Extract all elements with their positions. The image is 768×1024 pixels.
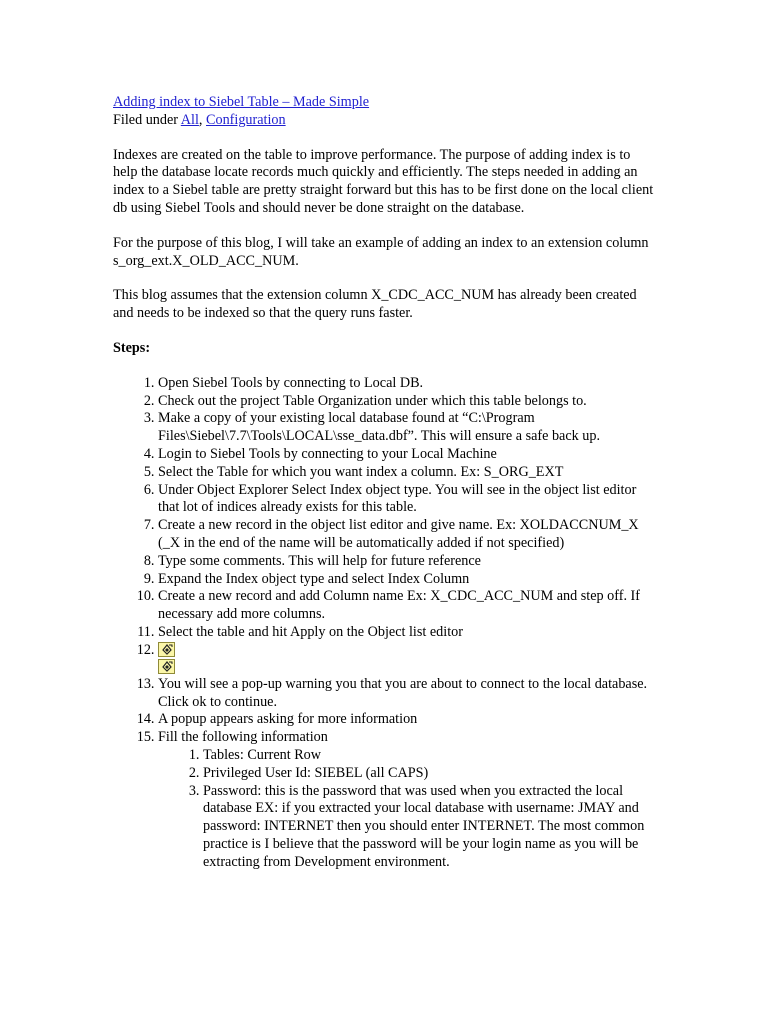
filed-under-line [113,112,658,130]
intro-paragraph: Indexes are created on the table to improve performance. The purpose of adding index is to help the database locate records much quickly and efficiently. The steps needed in adding an index to a Siebel table are pretty straight forward but this has to be first done on the local client db using Siebel Tools and should never be done straight on the database. [113,146,654,216]
category-link-all[interactable]: All [180,111,199,128]
sub-steps-list [158,747,658,872]
step-item: 5. Select the Table for which you want index a column. Ex: S_ORG_EXT [158,464,658,482]
step-item: 11. Select the table and hit Apply on the Object list editor [158,624,658,642]
icon-stack [158,642,175,676]
step-item: 13. You will see a pop-up warning you that you are about to connect to the local database. Click ok to continue. [158,676,658,712]
step-item: 7. Create a new record in the object list editor and give name. Ex: XOLDACCNUM_X (_X in the end of the name will be automatically added if not specified) [158,517,658,553]
step-item: 2. Check out the project Table Organization under which this table belongs to. [158,393,658,411]
step-item: 1. Open Siebel Tools by connecting to Local DB. [158,375,658,393]
apply-icon [158,659,175,674]
steps-list [113,375,658,872]
step-item: 14. A popup appears asking for more information [158,711,658,729]
post-title-link[interactable]: Adding index to Siebel Table – Made Simple [113,94,370,110]
filed-under-label: Filed under [113,111,181,128]
step-item: 9. Expand the Index object type and select Index Column [158,571,658,589]
assumption-paragraph: This blog assumes that the extension column X_CDC_ACC_NUM has already been created and needs to be indexed so that the query runs faster. [113,287,637,322]
step-item: 4. Login to Siebel Tools by connecting to your Local Machine [158,446,658,464]
category-link-configuration[interactable]: Configuration [206,111,286,128]
post-title-line [113,94,658,112]
step-text: Fill the following information [158,729,328,746]
category-separator: , [198,111,207,128]
step-item: 10. Create a new record and add Column name Ex: X_CDC_ACC_NUM and step off. If necessary add more columns. [158,588,658,624]
step-item-fill-info [158,729,658,871]
blog-post [113,94,658,871]
step-item: 8. Type some comments. This will help for future reference [158,553,658,571]
step-item-icons [158,642,658,676]
example-paragraph: For the purpose of this blog, I will take an example of adding an index to an extension column s_org_ext.X_OLD_ACC_NUM. [113,234,649,269]
step-item: 3. Make a copy of your existing local database found at “C:\Program Files\Siebel\7.7\Tools\LOCAL\sse_data.dbf”. This will ensure a safe back up. [158,410,658,446]
steps-heading: Steps: [113,339,151,356]
sub-step-item: 3. Password: this is the password that was used when you extracted the local database EX: if you extracted your local database with username: JMAY and password: INTERNET then you should enter INTERNET. The most common practice is I believe that the password will be your login name as you will be extracting from Development environment. [203,783,658,872]
apply-icon [158,642,175,657]
sub-step-item: 2. Privileged User Id: SIEBEL (all CAPS) [203,765,658,783]
step-item: 6. Under Object Explorer Select Index object type. You will see in the object list editor that lot of indices already exists for this table. [158,482,658,518]
sub-step-item: 1. Tables: Current Row [203,747,658,765]
